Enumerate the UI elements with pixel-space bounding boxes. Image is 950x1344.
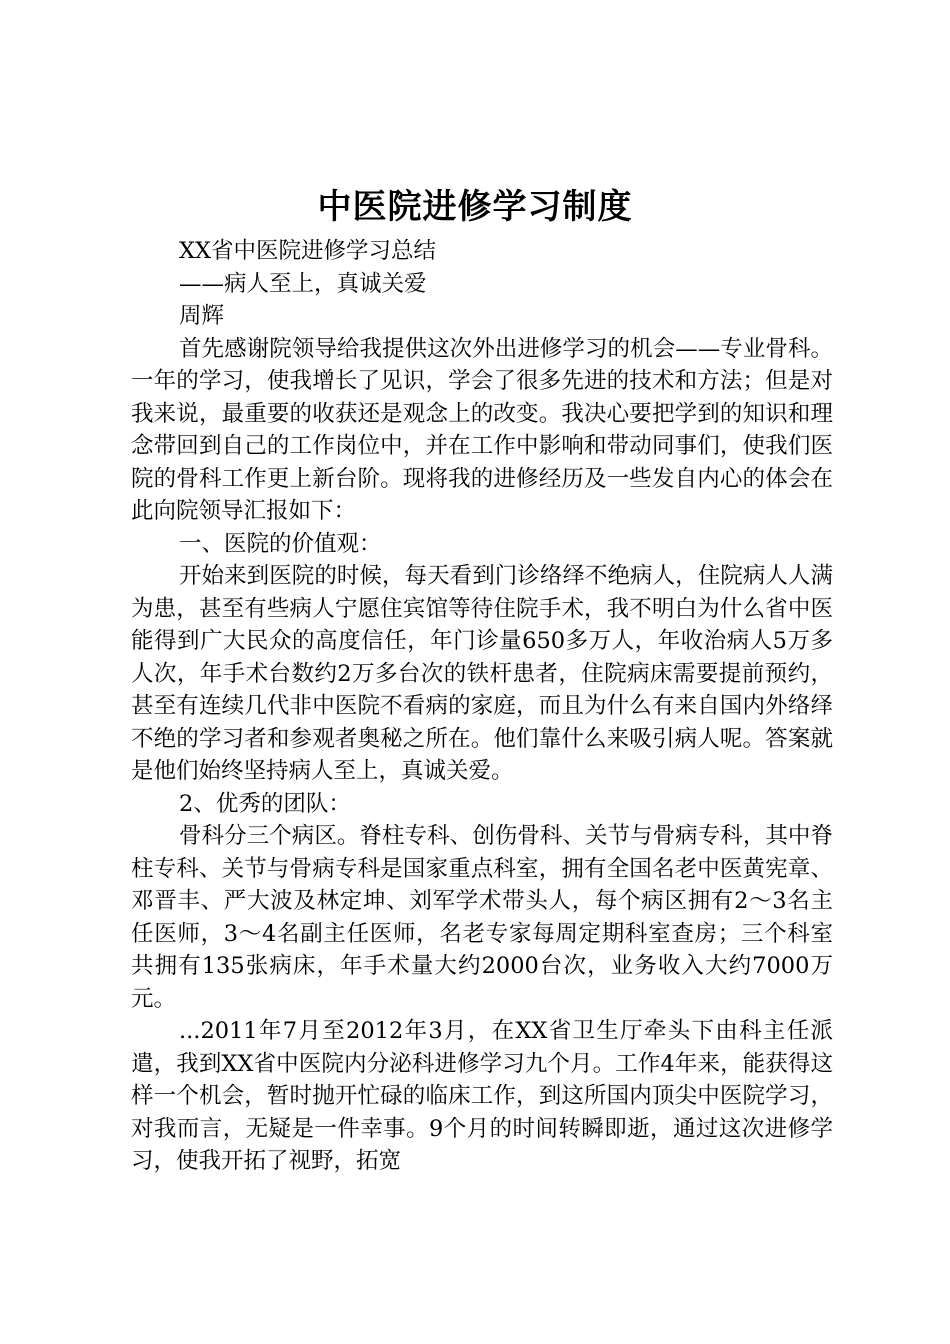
section-heading-values: 一、医院的价值观：: [179, 530, 382, 557]
author-name: 周辉: [179, 303, 225, 329]
values-paragraph: 开始来到医院的时候，每天看到门诊络绎不绝病人，住院病人人满为患，甚至有些病人宁愿住宾馆等待住院手术，我不明白为什么省中医能得到广大民众的高度信任，年门诊量650多万人，年收治病人5万多人次，年手术台数约2万多台次的铁杆患者，住院病床需要提前预约，甚至有连续几代非中医院不看病的家庭，而且为什么有来自国内外络绎不绝的学习者和参观者奥秘之所在。他们靠什么来吸引病人呢。答案就是他们始终坚持病人至上，真诚关爱。: [131, 563, 833, 784]
study-paragraph: ...2011年7月至2012年3月，在XX省卫生厅牵头下由科主任派遣，我到XX省中医院内分泌科进修学习九个月。工作4年来，能获得这样一个机会，暂时抛开忙碌的临床工作，到这所国内顶尖中医院学习，对我而言，无疑是一件幸事。9个月的时间转瞬即逝，通过这次进修学习，使我开拓了视野，拓宽: [131, 1018, 833, 1174]
team-paragraph: 骨科分三个病区。脊柱专科、创伤骨科、关节与骨病专科，其中脊柱专科、关节与骨病专科是国家重点科室，拥有全国名老中医黄宪章、邓晋丰、严大波及林定坤、刘军学术带头人，每个病区拥有2～3名主任医师，3～4名副主任医师，名老专家每周定期科室查房；三个科室共拥有135张病床，年手术量大约2000台次，业务收入大约7000万元。: [131, 823, 833, 1012]
section-heading-team: 2、优秀的团队：: [179, 790, 351, 817]
document-title: 中医院进修学习制度: [317, 187, 633, 227]
summary-subtitle: ——病人至上，真诚关爱: [179, 270, 427, 297]
intro-paragraph: 首先感谢院领导给我提供这次外出进修学习的机会——专业骨科。一年的学习，使我增长了见识，学会了很多先进的技术和方法；但是对我来说，最重要的收获还是观念上的改变。我决心要把学到的知识和理念带回到自己的工作岗位中，并在工作中影响和带动同事们，使我们医院的骨科工作更上新台阶。现将我的进修经历及一些发自内心的体会在此向院领导汇报如下：: [131, 335, 833, 524]
document-body: [131, 235, 833, 1178]
summary-heading: XX省中医院进修学习总结: [179, 238, 437, 264]
